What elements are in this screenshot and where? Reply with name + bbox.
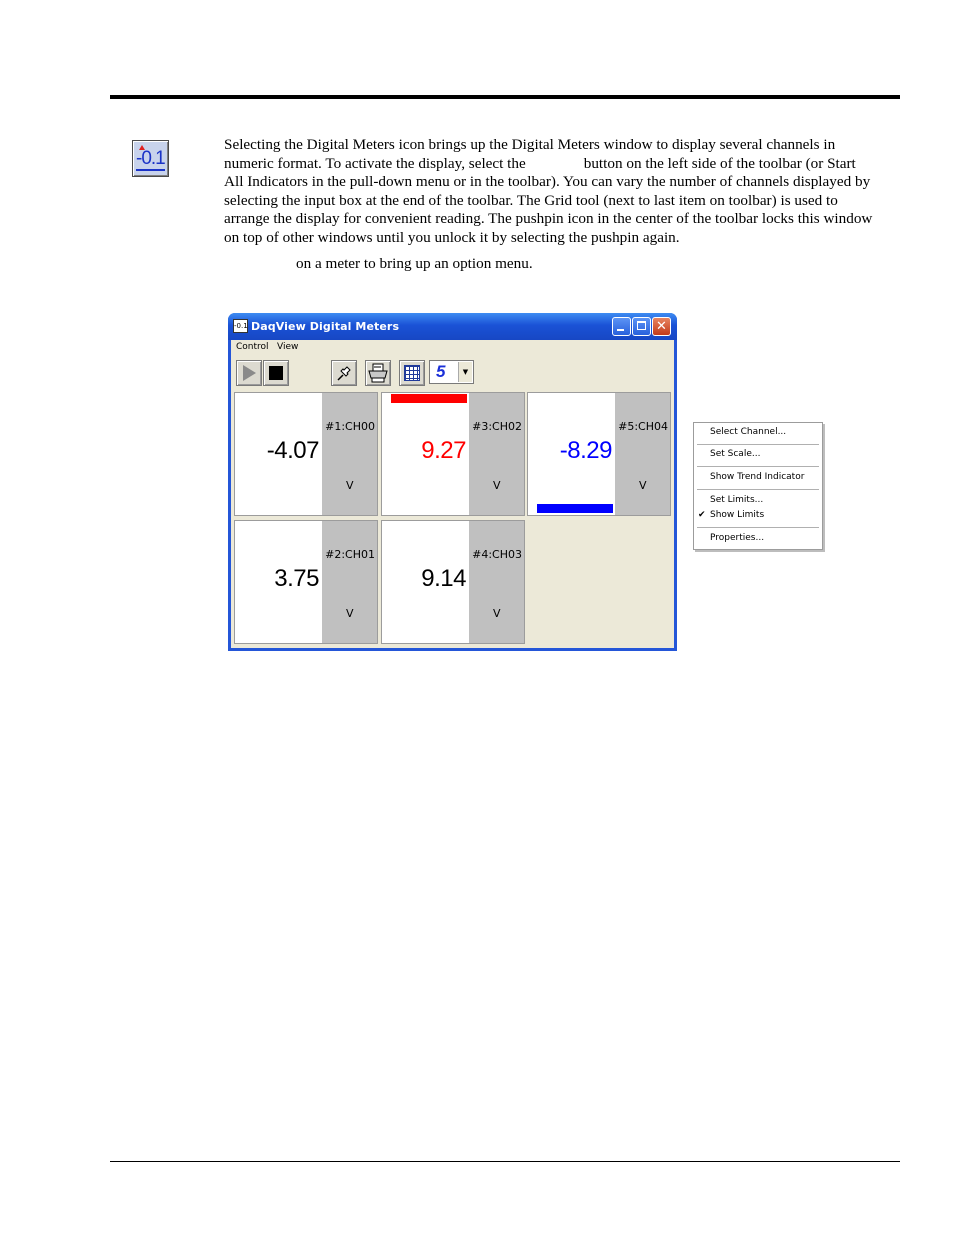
meter-channel: #2:CH01 [325,548,375,561]
menu-item-show-limits[interactable]: Show Limits [710,510,765,520]
start-button[interactable] [236,360,262,386]
description-paragraph [224,136,900,248]
toolbar [231,356,674,388]
print-button[interactable] [365,360,391,386]
meter-ch02[interactable] [381,392,525,516]
play-icon [243,365,256,381]
app-icon[interactable]: -0.1 [233,319,248,333]
minimize-icon [617,329,624,331]
meter-label-panel [615,393,670,515]
meter-unit: V [639,479,647,492]
option-menu-paragraph: on a meter to bring up an option menu. [296,255,533,272]
meter-channel: #3:CH02 [472,420,522,433]
meter-label-panel [322,521,377,643]
window-title: DaqView Digital Meters [251,320,400,333]
meter-value: -4.07 [266,437,319,464]
menu-separator [697,527,819,528]
grid-button[interactable] [399,360,425,386]
meter-value: 9.27 [421,437,466,464]
meter-label-panel [469,393,524,515]
meter-channel: #1:CH00 [325,420,375,433]
meter-ch00[interactable] [234,392,378,516]
footer-rule [110,1161,900,1162]
pushpin-icon [332,361,356,385]
menu-separator [697,466,819,467]
meter-value: -8.29 [559,437,612,464]
meter-unit: V [493,607,501,620]
pushpin-button[interactable] [331,360,357,386]
meter-label-panel [322,393,377,515]
stop-button[interactable] [263,360,289,386]
maximize-button[interactable] [632,317,651,336]
meter-value: 9.14 [421,565,466,592]
menu-bar [231,340,674,355]
lower-limit-indicator [537,504,613,513]
digital-meters-window [228,313,677,651]
meter-value: 3.75 [274,565,319,592]
meter-unit: V [346,479,354,492]
grid-icon [404,365,420,381]
maximize-icon [637,321,646,330]
chevron-down-icon[interactable]: ▼ [458,362,472,382]
header-rule [110,95,900,99]
close-button[interactable] [652,317,671,336]
menu-item-select-channel[interactable]: Select Channel... [710,427,787,437]
meter-unit: V [346,607,354,620]
channel-count-input[interactable] [429,360,474,384]
digital-meters-icon [132,140,169,177]
menu-item-set-limits[interactable]: Set Limits... [710,495,764,505]
meter-ch01[interactable] [234,520,378,644]
title-bar[interactable] [228,313,677,340]
text-line: selecting the input box at the end of the toolbar. The Grid tool (next to last item on toolbar) is used to [224,191,838,209]
minimize-button[interactable] [612,317,631,336]
menu-item-set-scale[interactable]: Set Scale... [710,449,761,459]
menu-separator [697,444,819,445]
text-line: Selecting the Digital Meters icon brings up the Digital Meters window to display several channels in [224,136,836,153]
icon-label: -0.1 [136,148,165,169]
meter-label-panel [469,521,524,643]
meter-channel: #4:CH03 [472,548,522,561]
menu-view[interactable]: View [277,342,299,352]
menu-control[interactable]: Control [236,342,269,352]
checkmark-icon: ✔ [698,510,706,520]
meter-channel: #5:CH04 [618,420,668,433]
menu-item-properties[interactable]: Properties... [710,533,765,543]
printer-icon [366,361,390,385]
text-line: All Indicators in the pull-down menu or in the toolbar). You can vary the number of channels displayed by [224,173,871,191]
meter-context-menu [693,422,823,550]
window-client [231,340,674,648]
text-line: arrange the display for convenient reading. The pushpin icon in the center of the toolbar locks this window [224,210,873,228]
upper-limit-indicator [391,394,467,403]
menu-separator [697,489,819,490]
text-line: on top of other windows until you unlock it by selecting the pushpin again. [224,228,680,246]
meter-ch04[interactable] [527,392,671,516]
channel-count-value: 5 [436,362,446,381]
menu-item-show-trend-indicator[interactable]: Show Trend Indicator [710,472,805,482]
close-icon: ✕ [656,319,667,334]
meter-ch03[interactable] [381,520,525,644]
text-line: numeric format. To activate the display, select the button on the left side of the toolbar (or Start [224,154,856,172]
meter-unit: V [493,479,501,492]
stop-icon [269,366,283,380]
